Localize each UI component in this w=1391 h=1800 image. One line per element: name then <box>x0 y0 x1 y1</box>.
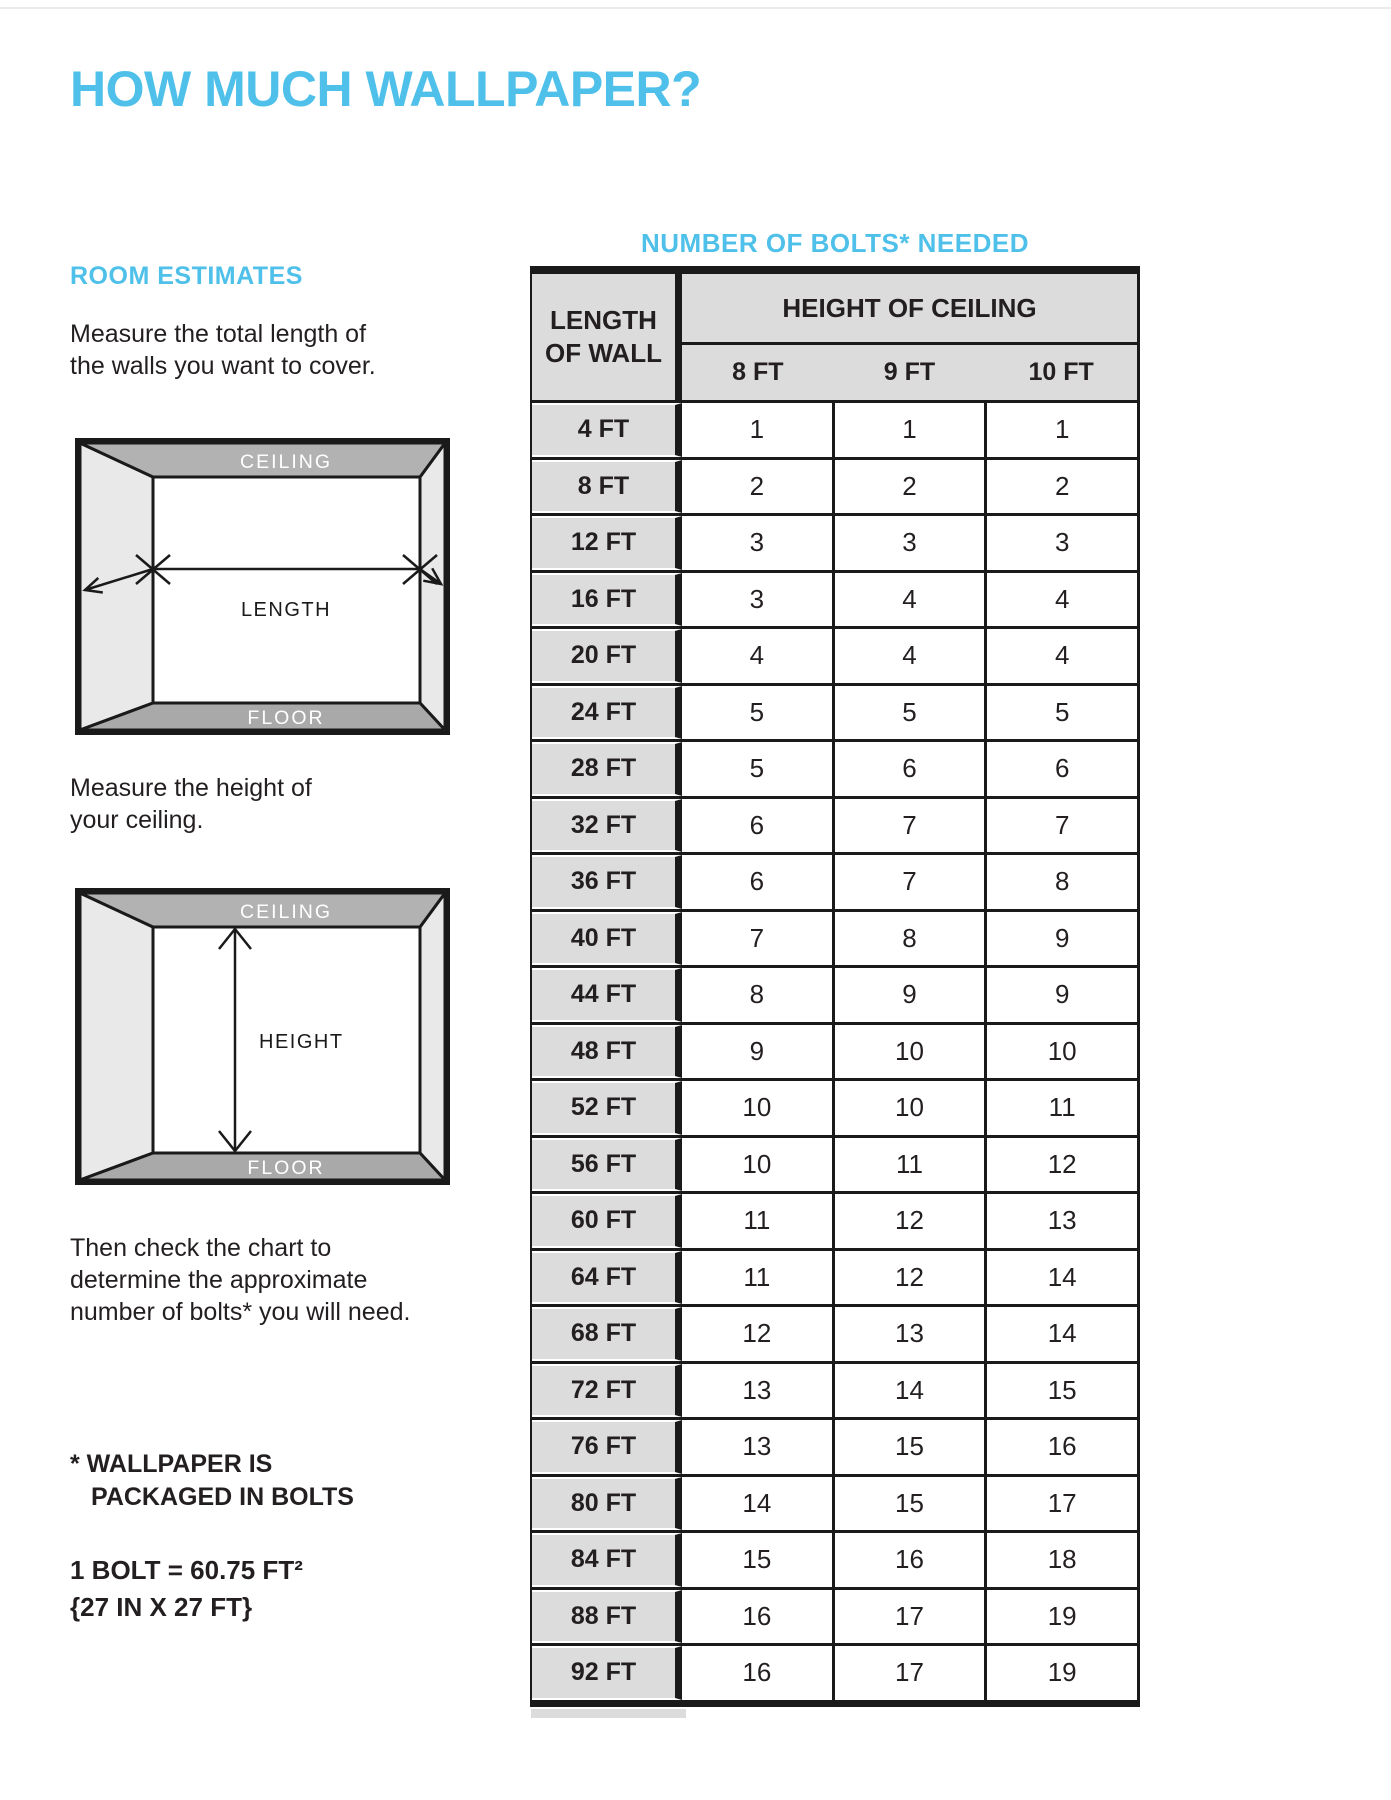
wall-length-cell: 12 FT <box>532 516 682 570</box>
wallpaper-bolts-footnote <box>70 1448 354 1514</box>
wall-length-cell: 76 FT <box>532 1420 682 1474</box>
bolt-count-cell: 3 <box>682 516 832 570</box>
text-line: number of bolts* you will need. <box>70 1298 411 1326</box>
bolt-count-cell: 7 <box>984 799 1137 853</box>
bolt-count-cell: 11 <box>682 1251 832 1305</box>
table-row <box>532 965 1137 1022</box>
text-line: your ceiling. <box>70 806 204 834</box>
bolt-count-cell: 16 <box>832 1533 985 1587</box>
table-row <box>532 1417 1137 1474</box>
wall-length-cell: 64 FT <box>532 1251 682 1305</box>
bolt-count-cell: 4 <box>832 573 985 627</box>
header-line: LENGTH <box>550 305 657 335</box>
bolt-count-cell: 16 <box>984 1420 1137 1474</box>
bolt-size-info <box>70 1552 303 1626</box>
wall-length-cell: 16 FT <box>532 573 682 627</box>
bolt-count-cell: 3 <box>984 516 1137 570</box>
bolt-count-cell: 1 <box>832 403 985 457</box>
back-wall-face <box>153 477 420 703</box>
bolt-count-cell: 11 <box>682 1194 832 1248</box>
bolt-count-cell: 5 <box>682 686 832 740</box>
wall-length-cell: 56 FT <box>532 1138 682 1192</box>
bolt-count-cell: 7 <box>682 912 832 966</box>
bolts-needed-heading: NUMBER OF BOLTS* NEEDED <box>640 228 1030 258</box>
bolt-count-cell: 17 <box>832 1646 985 1700</box>
bolt-count-cell: 13 <box>682 1364 832 1418</box>
text-line: the walls you want to cover. <box>70 352 376 380</box>
table-body <box>532 400 1137 1700</box>
measure-height-text <box>70 772 312 836</box>
bolt-count-cell: 12 <box>984 1138 1137 1192</box>
wall-length-cell: 48 FT <box>532 1025 682 1079</box>
bolt-count-cell: 12 <box>832 1194 985 1248</box>
bolt-count-cell: 17 <box>832 1590 985 1644</box>
wall-length-cell: 60 FT <box>532 1194 682 1248</box>
check-chart-text <box>70 1232 410 1328</box>
wall-length-cell: 84 FT <box>532 1533 682 1587</box>
bolt-count-cell: 6 <box>682 799 832 853</box>
text-line: Measure the height of <box>70 774 312 802</box>
bolt-count-cell: 10 <box>832 1025 985 1079</box>
bolt-count-cell: 15 <box>832 1420 985 1474</box>
bolt-count-cell: 15 <box>832 1477 985 1531</box>
bolt-count-cell: 16 <box>682 1646 832 1700</box>
bolt-count-cell: 6 <box>682 855 832 909</box>
bolt-count-cell: 2 <box>682 460 832 514</box>
room-height-diagram <box>75 888 450 1185</box>
bolt-count-cell: 12 <box>832 1251 985 1305</box>
bolt-count-cell: 4 <box>682 629 832 683</box>
bolt-count-cell: 11 <box>832 1138 985 1192</box>
bolt-count-cell: 9 <box>682 1025 832 1079</box>
bolt-count-cell: 9 <box>984 912 1137 966</box>
bolt-count-cell: 14 <box>832 1364 985 1418</box>
column-header-10ft: 10 FT <box>1028 358 1094 386</box>
bolt-count-cell: 1 <box>984 403 1137 457</box>
floor-label: FLOOR <box>247 707 325 729</box>
wall-length-cell: 36 FT <box>532 855 682 909</box>
bolt-count-cell: 4 <box>984 573 1137 627</box>
bolt-count-cell: 14 <box>682 1477 832 1531</box>
height-of-ceiling-header: HEIGHT OF CEILING <box>682 274 1137 345</box>
text-line: * WALLPAPER IS <box>70 1450 273 1478</box>
wall-length-cell: 8 FT <box>532 460 682 514</box>
wall-length-cell: 32 FT <box>532 799 682 853</box>
ceiling-label: CEILING <box>239 901 333 923</box>
text-line: PACKAGED IN BOLTS <box>91 1483 354 1511</box>
bolt-count-cell: 13 <box>682 1420 832 1474</box>
bolt-count-cell: 10 <box>832 1081 985 1135</box>
bolt-count-cell: 16 <box>682 1590 832 1644</box>
bolt-count-cell: 4 <box>832 629 985 683</box>
bolt-count-cell: 18 <box>984 1533 1137 1587</box>
bolt-count-cell: 1 <box>682 403 832 457</box>
page-top-rule <box>0 7 1391 9</box>
bolt-count-cell: 2 <box>984 460 1137 514</box>
column-header-8ft: 8 FT <box>732 358 784 386</box>
table-header <box>532 274 1137 400</box>
bolt-count-cell: 15 <box>682 1533 832 1587</box>
table-row <box>532 796 1137 853</box>
bolts-table <box>530 266 1140 1707</box>
left-wall-face <box>80 893 153 1180</box>
table-row <box>532 1022 1137 1079</box>
bolt-count-cell: 9 <box>984 968 1137 1022</box>
table-row <box>532 1135 1137 1192</box>
length-of-wall-header <box>532 274 682 400</box>
table-row <box>532 1361 1137 1418</box>
length-label: LENGTH <box>240 599 332 621</box>
bolt-count-cell: 7 <box>832 855 985 909</box>
table-row <box>532 1530 1137 1587</box>
bolt-count-cell: 19 <box>984 1590 1137 1644</box>
bolt-count-cell: 3 <box>832 516 985 570</box>
bolt-count-cell: 15 <box>984 1364 1137 1418</box>
bolt-count-cell: 8 <box>682 968 832 1022</box>
bolt-count-cell: 10 <box>984 1025 1137 1079</box>
wall-length-cell: 40 FT <box>532 912 682 966</box>
table-row <box>532 1191 1137 1248</box>
text-line: 1 BOLT = 60.75 FT² <box>70 1555 303 1585</box>
bolt-count-cell: 14 <box>984 1251 1137 1305</box>
wall-length-cell: 44 FT <box>532 968 682 1022</box>
bolt-count-cell: 7 <box>832 799 985 853</box>
table-bottom-artifact <box>531 1709 686 1718</box>
right-wall-face <box>420 443 445 730</box>
bolt-count-cell: 9 <box>832 968 985 1022</box>
wall-length-cell: 52 FT <box>532 1081 682 1135</box>
bolt-count-cell: 5 <box>984 686 1137 740</box>
table-row <box>532 457 1137 514</box>
table-row <box>532 1304 1137 1361</box>
table-row <box>532 739 1137 796</box>
bolt-count-cell: 17 <box>984 1477 1137 1531</box>
wall-length-cell: 80 FT <box>532 1477 682 1531</box>
ceiling-label: CEILING <box>239 451 333 473</box>
wall-length-cell: 88 FT <box>532 1590 682 1644</box>
text-line: Then check the chart to <box>70 1234 332 1262</box>
bolt-count-cell: 8 <box>832 912 985 966</box>
wall-length-cell: 72 FT <box>532 1364 682 1418</box>
height-label: HEIGHT <box>259 1031 344 1053</box>
table-row <box>532 683 1137 740</box>
floor-label: FLOOR <box>247 1157 325 1179</box>
table-row <box>532 852 1137 909</box>
left-wall-face <box>80 443 153 730</box>
bolt-count-cell: 8 <box>984 855 1137 909</box>
ceiling-height-columns <box>682 345 1137 400</box>
table-row <box>532 1643 1137 1700</box>
bolt-count-cell: 14 <box>984 1307 1137 1361</box>
wall-length-cell: 24 FT <box>532 686 682 740</box>
room-length-diagram <box>75 438 450 735</box>
text-line: determine the approximate <box>70 1266 368 1294</box>
wall-length-cell: 4 FT <box>532 403 682 457</box>
text-line: {27 IN X 27 FT} <box>70 1592 253 1622</box>
table-row <box>532 909 1137 966</box>
table-row <box>532 1587 1137 1644</box>
measure-length-text <box>70 318 376 382</box>
table-row <box>532 1248 1137 1305</box>
page-title: HOW MUCH WALLPAPER? <box>70 61 702 117</box>
bolt-count-cell: 12 <box>682 1307 832 1361</box>
table-row <box>532 400 1137 457</box>
header-line: OF WALL <box>545 338 662 368</box>
bolt-count-cell: 3 <box>682 573 832 627</box>
wall-length-cell: 20 FT <box>532 629 682 683</box>
bolt-count-cell: 13 <box>832 1307 985 1361</box>
table-row <box>532 1078 1137 1135</box>
table-row <box>532 1474 1137 1531</box>
bolt-count-cell: 5 <box>832 686 985 740</box>
room-estimates-heading: ROOM ESTIMATES <box>70 262 303 290</box>
bolt-count-cell: 2 <box>832 460 985 514</box>
height-of-ceiling-header-group <box>682 274 1137 400</box>
bolt-count-cell: 10 <box>682 1081 832 1135</box>
bolt-count-cell: 11 <box>984 1081 1137 1135</box>
bolt-count-cell: 6 <box>832 742 985 796</box>
right-wall-face <box>420 893 445 1180</box>
wall-length-cell: 68 FT <box>532 1307 682 1361</box>
bolt-count-cell: 19 <box>984 1646 1137 1700</box>
table-row <box>532 626 1137 683</box>
column-header-9ft: 9 FT <box>883 358 936 386</box>
wall-length-cell: 92 FT <box>532 1646 682 1700</box>
table-row <box>532 570 1137 627</box>
bolt-count-cell: 6 <box>984 742 1137 796</box>
bolt-count-cell: 10 <box>682 1138 832 1192</box>
bolt-count-cell: 4 <box>984 629 1137 683</box>
bolt-count-cell: 13 <box>984 1194 1137 1248</box>
bolt-count-cell: 5 <box>682 742 832 796</box>
table-row <box>532 513 1137 570</box>
wall-length-cell: 28 FT <box>532 742 682 796</box>
text-line: Measure the total length of <box>70 320 367 348</box>
